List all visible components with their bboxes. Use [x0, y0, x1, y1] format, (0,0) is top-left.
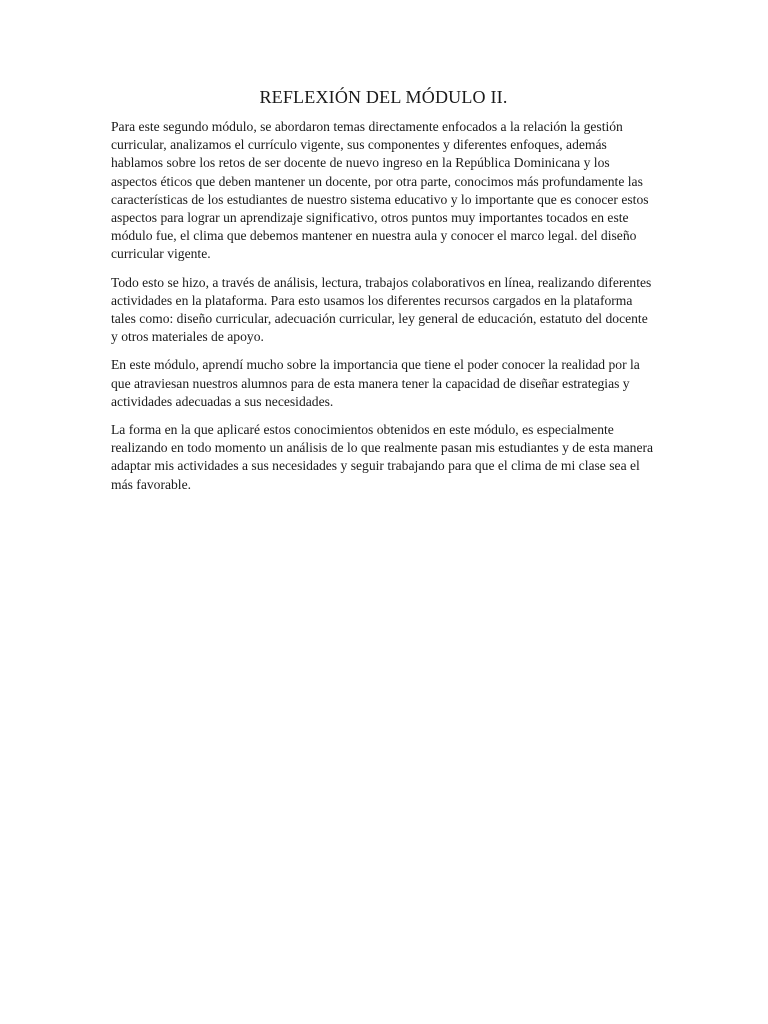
paragraph-1: Para este segundo módulo, se abordaron temas directamente enfocados a la relación la gestión curricular, analizamos el currículo vigente, sus componentes y diferentes enfoques, además hablamos sobre los retos de ser docente de nuevo ingreso en la República Dominicana y los aspectos éticos que deben mantener un docente, por otra parte, conocimos más profundamente las características de los estudiantes de nuestro sistema educativo y lo importante que es conocer estos aspectos para lograr un aprendizaje significativo, otros puntos muy importantes tocados en este módulo fue, el clima que debemos mantener en nuestra aula y conocer el marco legal. del diseño curricular vigente.	[111, 119, 649, 262]
paragraph-4: La forma en la que aplicaré estos conocimientos obtenidos en este módulo, es especialmente realizando en todo momento un análisis de lo que realmente pasan mis estudiantes y de esta manera adaptar mis actividades a sus necesidades y seguir trabajando para que el clima de mi clase sea el más favorable.	[111, 422, 654, 492]
document-title: REFLEXIÓN DEL MÓDULO II.	[259, 87, 508, 107]
paragraph-3: En este módulo, aprendí mucho sobre la importancia que tiene el poder conocer la realidad por la que atraviesan nuestros alumnos para de esta manera tener la capacidad de diseñar estrategias y actividades adecuadas a sus necesidades.	[111, 357, 640, 409]
paragraph-2: Todo esto se hizo, a través de análisis, lectura, trabajos colaborativos en línea, realizando diferentes actividades en la plataforma. Para esto usamos los diferentes recursos cargados en la plataforma tales como: diseño curricular, adecuación curricular, ley general de educación, estatuto del docente y otros materiales de apoyo.	[111, 274, 652, 345]
document-body	[111, 86, 656, 504]
